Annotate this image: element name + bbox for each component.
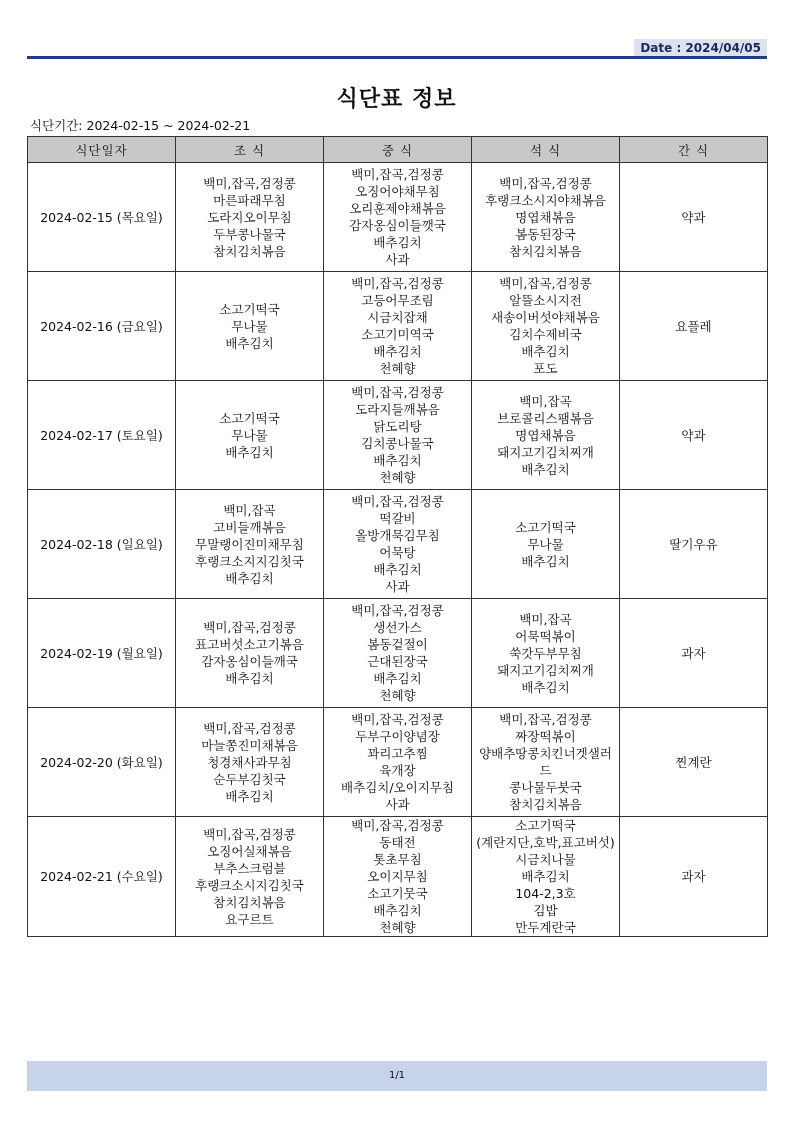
meal-table: [27, 136, 768, 937]
snack-cell: 딸기우유: [620, 490, 768, 599]
column-header-lunch: 중 식: [324, 137, 472, 163]
lunch-cell: 백미,잡곡,검정콩 오징어야채무침 오리훈제야채볶음 감자옹심이들깻국 배추김치 사과: [324, 163, 472, 272]
table-row: [28, 272, 768, 381]
meal-date-cell: 2024-02-17 (토요일): [28, 381, 176, 490]
breakfast-cell: 백미,잡곡,검정콩 표고버섯소고기볶음 감자옹심이들깨국 배추김치: [176, 599, 324, 708]
snack-cell: 약과: [620, 381, 768, 490]
meal-date-cell: 2024-02-15 (목요일): [28, 163, 176, 272]
column-header-dinner: 석 식: [472, 137, 620, 163]
column-header-date: 식단일자: [28, 137, 176, 163]
table-row: [28, 163, 768, 272]
meal-date-cell: 2024-02-20 (화요일): [28, 708, 176, 817]
column-header-snack: 간 식: [620, 137, 768, 163]
page-number: 1/1: [388, 1070, 406, 1081]
meal-date-cell: 2024-02-19 (월요일): [28, 599, 176, 708]
print-date-badge: Date : 2024/04/05: [634, 39, 767, 57]
breakfast-cell: 백미,잡곡,검정콩 오징어실채볶음 부추스크럼블 후랭크소시지김칫국 참치김치볶음 요구르트: [176, 817, 324, 937]
meal-date-cell: 2024-02-21 (수요일): [28, 817, 176, 937]
meal-period: 식단기간: 2024-02-15 ~ 2024-02-21: [30, 118, 251, 133]
column-header-breakfast: 조 식: [176, 137, 324, 163]
breakfast-cell: 백미,잡곡,검정콩 마른파래무침 도라지오이무침 두부콩나물국 참치김치볶음: [176, 163, 324, 272]
footer-bar: [27, 1061, 767, 1091]
document-title: 식단표 정보: [336, 87, 457, 112]
snack-cell: 찐계란: [620, 708, 768, 817]
snack-cell: 요플레: [620, 272, 768, 381]
lunch-cell: 백미,잡곡,검정콩 생선가스 봄동겉절이 근대된장국 배추김치 천혜향: [324, 599, 472, 708]
lunch-cell: 백미,잡곡,검정콩 고등어무조림 시금치잡채 소고기미역국 배추김치 천혜향: [324, 272, 472, 381]
lunch-cell: 백미,잡곡,검정콩 도라지들깨볶음 닭도리탕 김치콩나물국 배추김치 천혜향: [324, 381, 472, 490]
dinner-cell: 백미,잡곡,검정콩 짜장떡볶이 양배추땅콩치킨너겟샐러 드 콩나물두붓국 참치김치볶음: [472, 708, 620, 817]
table-row: [28, 490, 768, 599]
table-row: [28, 708, 768, 817]
dinner-cell: 백미,잡곡,검정콩 알뜰소시지전 새송이버섯야채볶음 김치수제비국 배추김치 포도: [472, 272, 620, 381]
snack-cell: 과자: [620, 599, 768, 708]
lunch-cell: 백미,잡곡,검정콩 동태전 톳초무침 오이지무침 소고기뭇국 배추김치 천혜향: [324, 817, 472, 937]
dinner-cell: 백미,잡곡,검정콩 후랭크소시지야채볶음 명엽채볶음 봄동된장국 참치김치볶음: [472, 163, 620, 272]
lunch-cell: 백미,잡곡,검정콩 두부구이양념장 꽈리고추찜 육개장 배추김치/오이지무침 사과: [324, 708, 472, 817]
snack-cell: 약과: [620, 163, 768, 272]
breakfast-cell: 백미,잡곡,검정콩 마늘쫑진미채볶음 청경채사과무침 순두부김칫국 배추김치: [176, 708, 324, 817]
meal-date-cell: 2024-02-16 (금요일): [28, 272, 176, 381]
dinner-cell: 소고기떡국 무나물 배추김치: [472, 490, 620, 599]
table-row: [28, 599, 768, 708]
breakfast-cell: 소고기떡국 무나물 배추김치: [176, 272, 324, 381]
breakfast-cell: 백미,잡곡 고비들깨볶음 무말랭이진미채무침 후랭크소지지김칫국 배추김치: [176, 490, 324, 599]
lunch-cell: 백미,잡곡,검정콩 떡갈비 올방개묵김무침 어묵탕 배추김치 사과: [324, 490, 472, 599]
dinner-cell: 백미,잡곡 어묵떡볶이 쑥갓두부무침 돼지고기김치찌개 배추김치: [472, 599, 620, 708]
dinner-cell: 백미,잡곡 브로콜리스팸볶음 명엽채볶음 돼지고기김치찌개 배추김치: [472, 381, 620, 490]
table-row: [28, 381, 768, 490]
breakfast-cell: 소고기떡국 무나물 배추김치: [176, 381, 324, 490]
meal-date-cell: 2024-02-18 (일요일): [28, 490, 176, 599]
dinner-cell: 소고기떡국 (계란지단,호박,표고버섯) 시금치나물 배추김치 104-2,3호 김밥 만두계란국: [472, 817, 620, 937]
snack-cell: 과자: [620, 817, 768, 937]
table-row: [28, 817, 768, 937]
table-header-row: [28, 137, 768, 163]
header-rule: [27, 56, 767, 59]
